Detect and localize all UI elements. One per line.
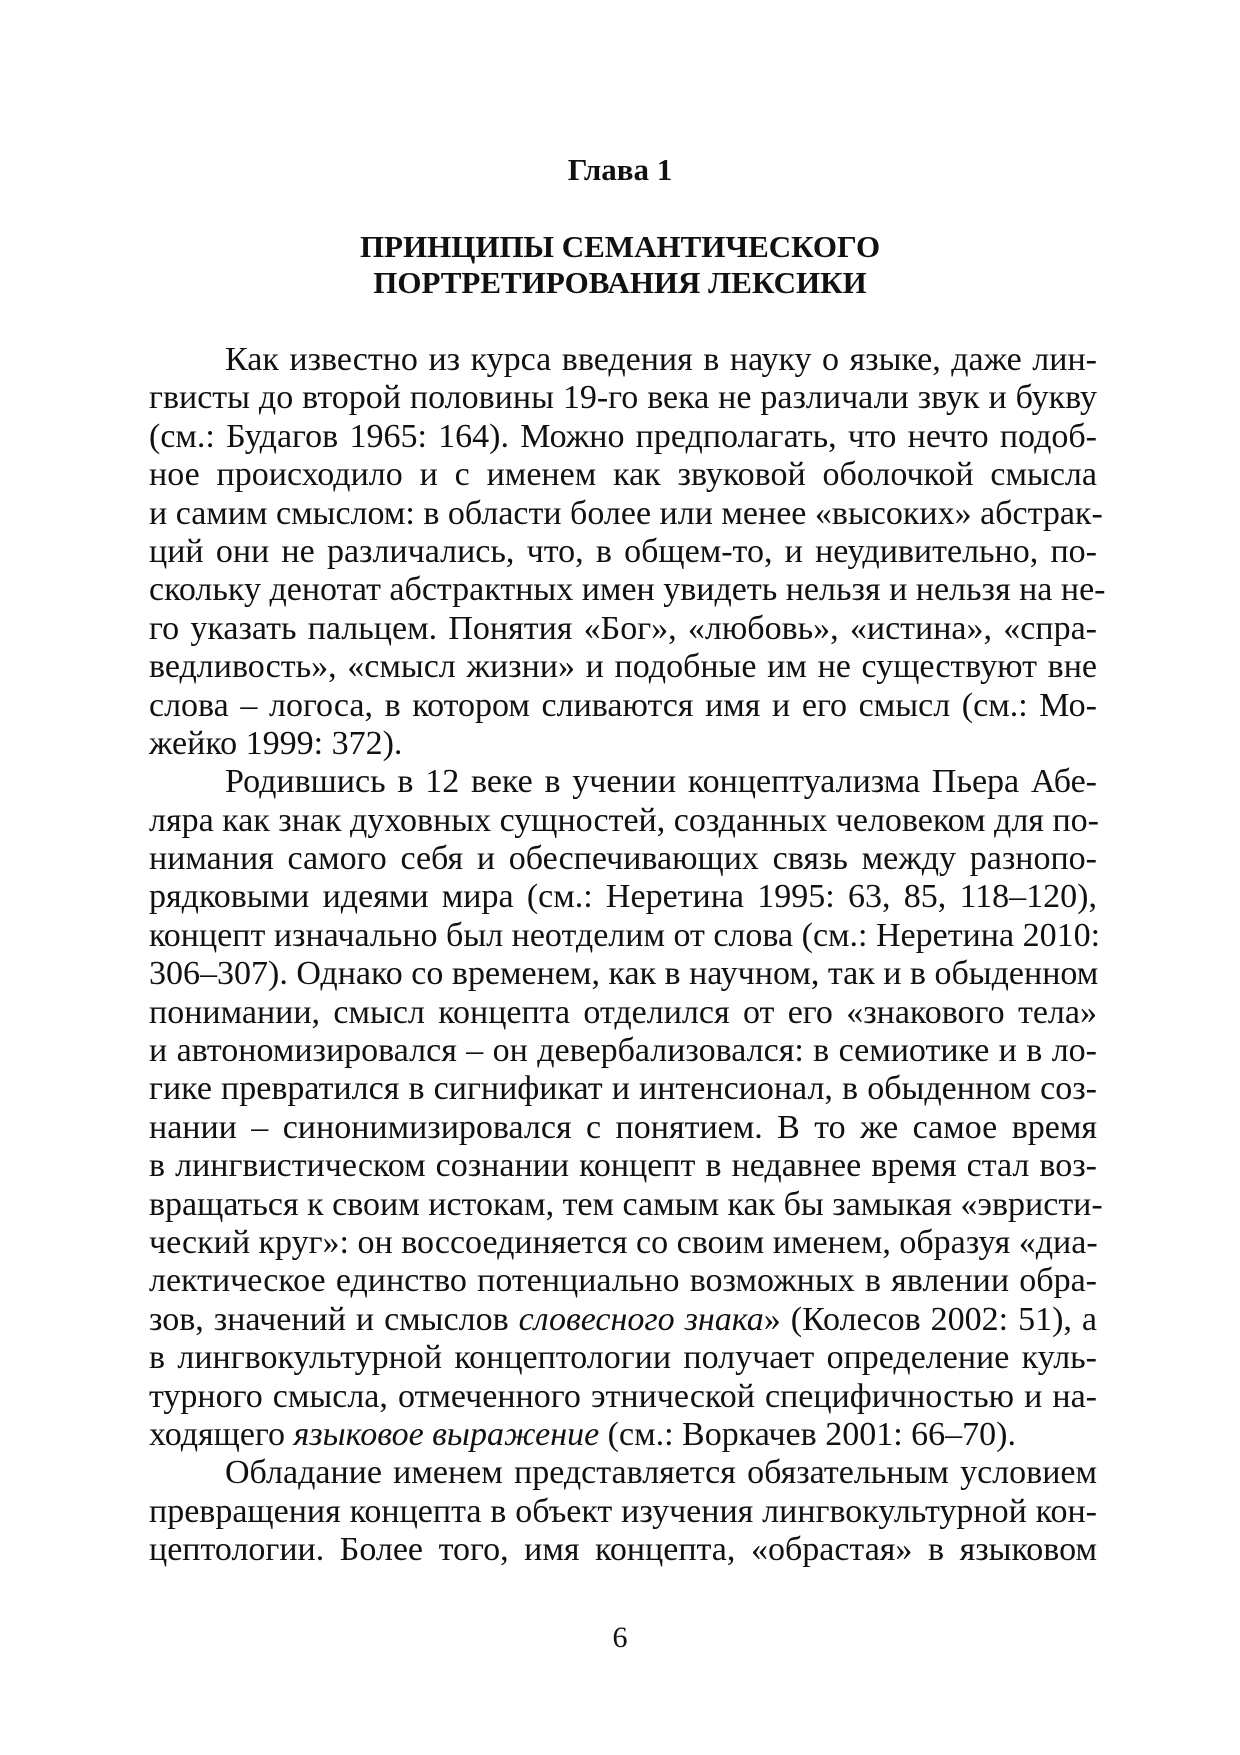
- text-segment: цептологии. Более того, имя концепта, «обрастая» в языковом: [149, 1531, 1097, 1569]
- text-line: [149, 418, 1097, 456]
- text-line: [149, 1416, 1097, 1454]
- text-segment: в лингвистическом сознании концепт в недавнее время стал воз-: [149, 1147, 1097, 1185]
- text-line: [149, 1224, 1097, 1262]
- text-line: [149, 878, 1097, 916]
- paragraph: [149, 341, 1106, 763]
- text-segment: скольку денотат абстрактных имен увидеть нельзя и нельзя на не-: [149, 571, 1106, 609]
- text-segment: гике превратился в сигнификат и интенсионал, в обыденном соз-: [149, 1070, 1097, 1108]
- text-segment: » (Колесов 2002: 51), а: [763, 1300, 1097, 1338]
- text-line: [149, 1339, 1097, 1377]
- paragraph: [149, 763, 1103, 1454]
- text-segment: ций они не различались, что, в общем-то, и неудивительно, по-: [149, 532, 1097, 570]
- italic-text: языковое выражение: [293, 1415, 600, 1453]
- paragraph: [149, 1454, 1097, 1569]
- text-segment: понимании, смысл концепта отделился от его «знакового тела»: [149, 993, 1097, 1031]
- text-line: [149, 533, 1097, 571]
- text-line: [149, 840, 1097, 878]
- text-line: [149, 1109, 1097, 1147]
- text-segment: Обладание именем представляется обязательным условием: [225, 1454, 1097, 1492]
- text-line: [149, 1032, 1097, 1070]
- chapter-label: Глава 1: [567, 152, 673, 187]
- text-line: [149, 571, 1106, 609]
- text-segment: Как известно из курса введения в науку о языке, даже лин-: [225, 341, 1097, 378]
- text-line: [149, 687, 1097, 725]
- body-text: [149, 341, 1106, 1570]
- text-line: [149, 494, 1103, 533]
- text-line: [149, 763, 1097, 801]
- text-line: [149, 1262, 1097, 1300]
- text-segment: рядковыми идеями мира (см.: Неретина 1995: 63, 85, 118–120),: [149, 878, 1097, 916]
- text-line: [149, 955, 1097, 993]
- text-line: [149, 1301, 1097, 1339]
- text-line: [149, 456, 1097, 494]
- text-line: [149, 994, 1097, 1032]
- text-line: [149, 1493, 1097, 1531]
- text-segment: концепт изначально был неотделим от слова (см.: Неретина 2010:: [149, 916, 1101, 954]
- text-line: [149, 1531, 1097, 1569]
- text-segment: и самим смыслом: в области более или менее «высоких» абстрак-: [149, 494, 1103, 532]
- text-line: [149, 1070, 1097, 1108]
- text-segment: го указать пальцем. Понятия «Бог», «любовь», «истина», «спра-: [149, 609, 1097, 647]
- text-segment: ходящего: [149, 1415, 294, 1453]
- text-line: [149, 1147, 1097, 1185]
- text-line: [149, 1454, 1097, 1492]
- text-line: [149, 610, 1097, 648]
- text-segment: нимания самого себя и обеспечивающих связь между разнопо-: [149, 840, 1097, 878]
- italic-text: словесного знака: [518, 1300, 764, 1338]
- text-segment: 306–307). Однако со временем, как в научном, так и в обыденном: [149, 955, 1099, 993]
- text-segment: гвисты до второй половины 19-го века не различали звук и букву: [149, 379, 1097, 417]
- text-segment: жейко 1999: 372).: [149, 724, 403, 762]
- chapter-title-line: ПРИНЦИПЫ СЕМАНТИЧЕСКОГО: [359, 229, 881, 264]
- chapter-title-line: ПОРТРЕТИРОВАНИЯ ЛЕКСИКИ: [373, 265, 867, 300]
- text-segment: (см.: Воркачев 2001: 66–70).: [599, 1415, 1016, 1453]
- text-segment: превращения концепта в объект изучения лингвокультурной кон-: [149, 1492, 1097, 1530]
- text-line: [149, 1185, 1103, 1224]
- text-segment: ное происходило и с именем как звуковой оболочкой смысла: [149, 456, 1097, 494]
- text-line: [149, 379, 1097, 417]
- text-line: [149, 341, 1097, 379]
- text-segment: Родившись в 12 веке в учении концептуализма Пьера Абе-: [225, 763, 1097, 801]
- text-segment: ведливость», «смысл жизни» и подобные им не существуют вне: [149, 648, 1097, 686]
- text-segment: слова – логоса, в котором сливаются имя и его смысл (см.: Мо-: [149, 686, 1097, 724]
- text-line: [149, 802, 1097, 840]
- text-segment: лектическое единство потенциально возможных в явлении обра-: [149, 1262, 1097, 1300]
- text-segment: турного смысла, отмеченного этнической специфичностью и на-: [149, 1377, 1097, 1415]
- text-segment: зов, значений и смыслов: [149, 1300, 519, 1338]
- text-segment: вращаться к своим истокам, тем самым как бы замыкая «эвристи-: [149, 1185, 1103, 1223]
- text-segment: нании – синонимизировался с понятием. В то же самое время: [149, 1108, 1097, 1146]
- chapter-title: [0, 229, 1240, 301]
- page-number: 6: [612, 1621, 628, 1654]
- text-line: [149, 648, 1097, 686]
- text-segment: ляра как знак духовных сущностей, созданных человеком для по-: [149, 801, 1099, 839]
- text-line: [149, 916, 1101, 955]
- text-line: [149, 1378, 1097, 1416]
- text-segment: в лингвокультурной концептологии получает определение куль-: [149, 1339, 1097, 1377]
- text-segment: и автономизировался – он девербализовался: в семиотике и в ло-: [149, 1032, 1097, 1070]
- text-line: [149, 725, 1097, 763]
- text-segment: (см.: Будагов 1965: 164). Можно предполагать, что нечто подоб-: [149, 417, 1097, 455]
- text-segment: ческий круг»: он воссоединяется со своим именем, образуя «диа-: [149, 1223, 1098, 1261]
